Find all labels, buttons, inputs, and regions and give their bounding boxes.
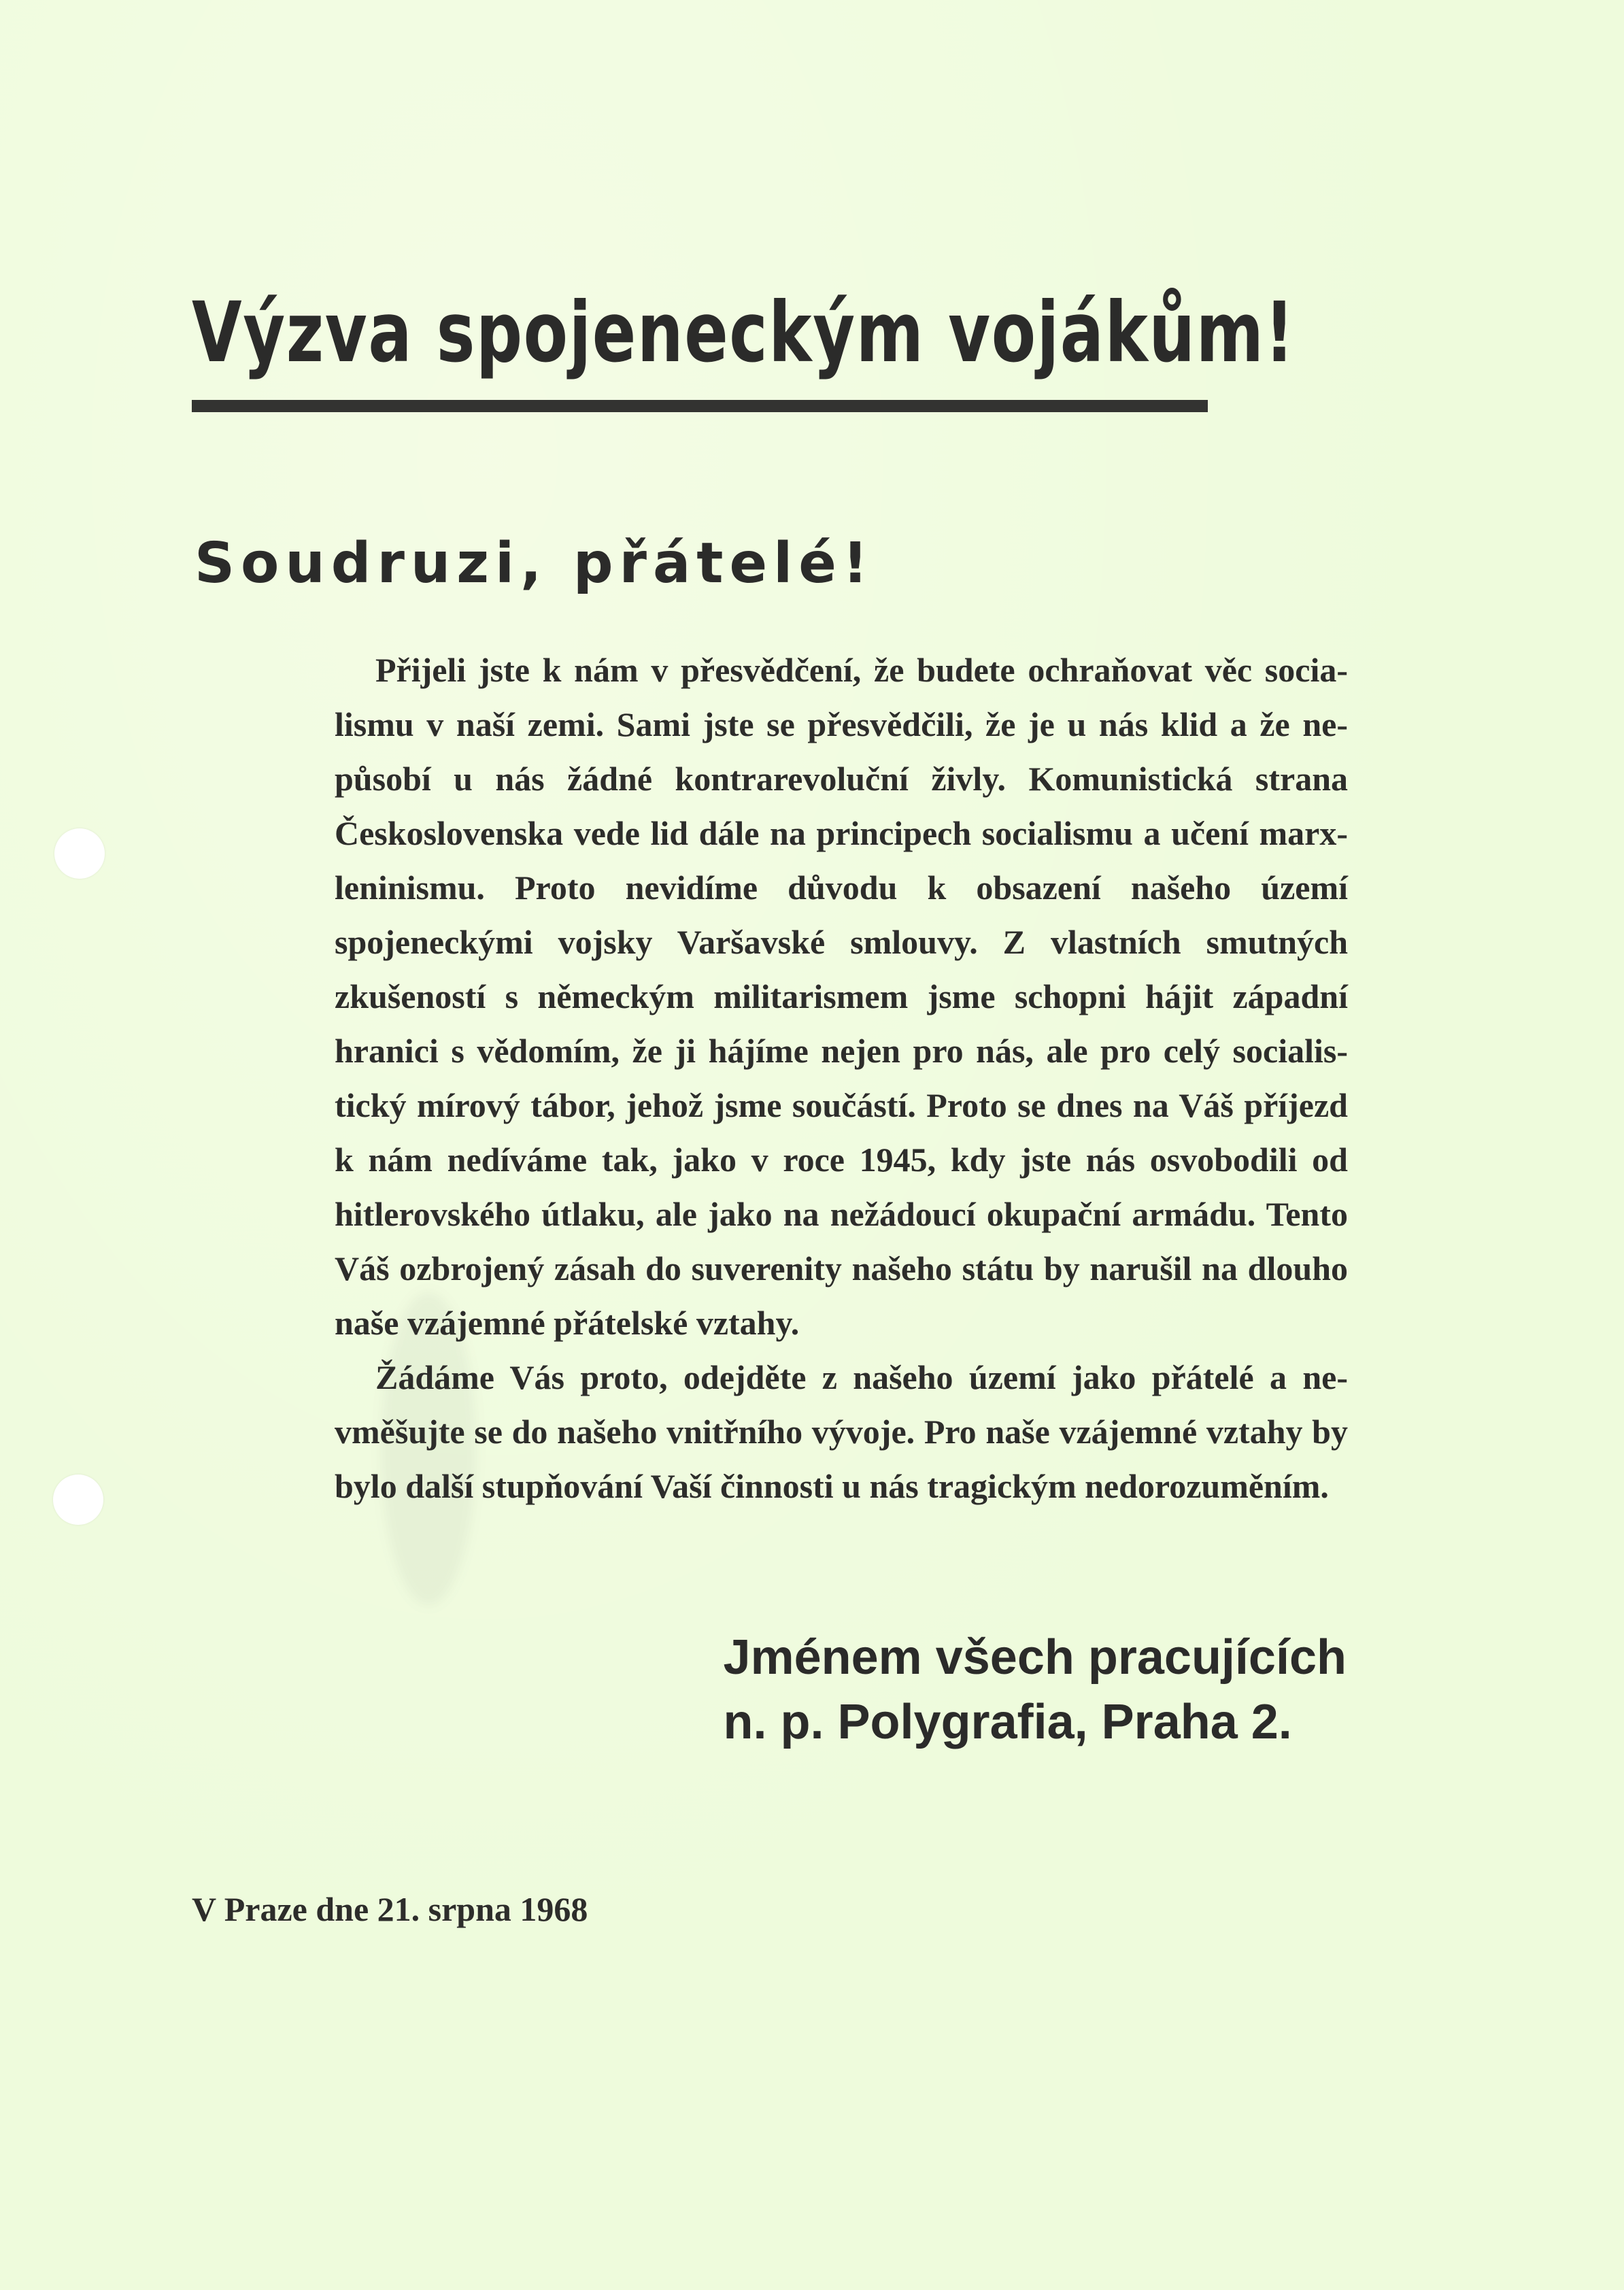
punch-hole-upper (54, 828, 105, 879)
signature-line-1: Jménem všech pracujících (723, 1630, 1347, 1685)
title-underline (192, 400, 1208, 412)
body-paragraph-2: Žádáme Vás proto, odejděte z našeho území jako přátelé a nevměšujte se do našeho vnitřního vývoje. Pro naše vzájemné vztahy by bylo další stupňování Vaší činnosti u nás tragickým nedorozuměním. (335, 1358, 1348, 1505)
signature-line-2: n. p. Polygrafia, Praha 2. (723, 1695, 1292, 1749)
salutation: Soudruzi, přátelé! (194, 531, 875, 596)
punch-hole-lower (53, 1475, 103, 1525)
leaflet-title: Výzva spojeneckým vojákům! (192, 284, 1296, 381)
signature-block (724, 1626, 1347, 1755)
date-line: V Praze dne 21. srpna 1968 (192, 1890, 588, 1928)
body-paragraph-1: Přijeli jste k nám v přesvědčení, že budete ochraňovat věc socialismu v naší zemi. Sami jste se přesvědčili, že je u nás klid a že nepůsobí u nás žádné kontrarevoluční živly. Komunistická strana Československa vede lid dále na principech socialismu a učení marx-leninismu. Proto nevidíme důvodu k obsazení našeho území spojeneckými vojsky Varšavské smlouvy. Z vlastních smutných zkušeností s německým militarismem jsme schopni hájit západní hranici s vědomím, že ji hájíme nejen pro nás, ale pro celý socialistický mírový tábor, jehož jsme součástí. Proto se dnes na Váš příjezd k nám nedíváme tak, jako v roce 1945, kdy jste nás osvobodili od hitlerovského útlaku, ale jako na nežádoucí okupační armádu. Tento Váš ozbrojený zásah do suverenity našeho státu by narušil na dlouho naše vzájemné přátelské vztahy. (335, 651, 1348, 1342)
